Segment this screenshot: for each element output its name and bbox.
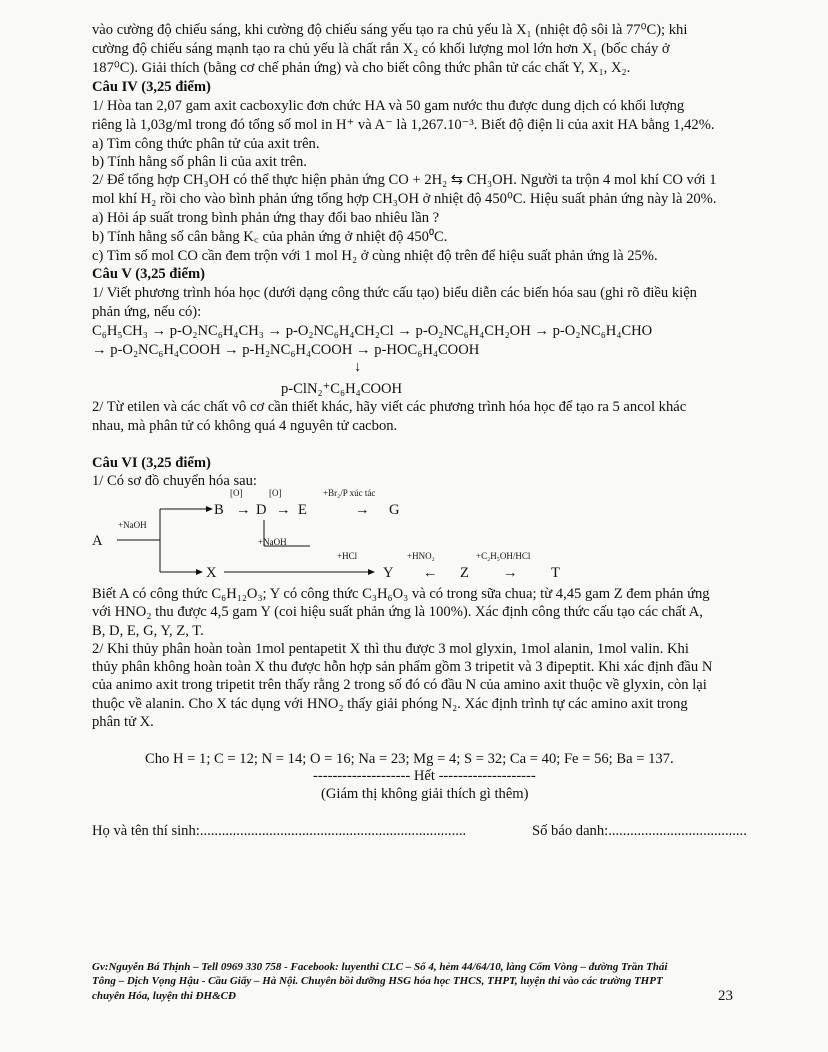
label-bromination: +Br₂/P xúc tác [323, 488, 376, 498]
label-oxidation-1: [O] [230, 488, 243, 498]
node-g: G [389, 502, 400, 518]
q4-line: a) Hỏi áp suất trong bình phản ứng thay đổi bao nhiêu lần ? [92, 210, 440, 226]
q5-line: 2/ Từ etilen và các chất vô cơ cần thiết khác, hãy viết các phương trình hóa học để tạo ra 5 ancol khác [92, 399, 687, 415]
arrow-z-t: → [503, 565, 518, 581]
q5-heading: Câu V (3,25 điểm) [92, 266, 205, 282]
node-z: Z [460, 565, 469, 581]
end-marker: -------------------- Hết -------------------- [313, 768, 536, 784]
down-arrow: ↓ [354, 359, 362, 375]
reaction-chain-2: → p-O₂NC₆H₄COOH → p-H₂NC₆H₄COOH → p-HOC₆H₄COOH [92, 342, 480, 358]
node-d: D [256, 502, 267, 518]
q6-line: 2/ Khi thủy phân hoàn toàn 1mol pentapetit X thì thu được 3 mol glyxin, 1mol alanin, 1mol valin. Khi [92, 641, 689, 657]
q6-line: thuộc về alanin. Cho X tác dụng với HNO₂ thấy giải phóng N₂. Xác định trình tự các amino axit trong [92, 696, 688, 712]
q5-line: nhau, mà phân tử có không quá 4 nguyên tử cacbon. [92, 418, 398, 434]
label-naoh-2: +NaOH [258, 537, 287, 547]
candidate-id-field: Số báo danh:...................................... [532, 823, 747, 839]
q5-line: phản ứng, nếu có): [92, 304, 202, 320]
q4-line: b) Tính hằng số cân bằng K꜀ của phản ứng ở nhiệt độ 450⁰C. [92, 229, 448, 245]
arrow-d-e: → [276, 502, 291, 518]
page-number: 23 [718, 988, 733, 1004]
q6-intro: 1/ Có sơ đồ chuyển hóa sau: [92, 473, 257, 489]
q4-line: mol khí H₂ rồi cho vào bình phản ứng tổng hợp CH₃OH ở nhiệt độ 450⁰C. Hiệu suất phản ứng này là 20%. [92, 191, 717, 207]
intro-line-1: vào cường độ chiếu sáng, khi cường độ chiếu sáng yếu tạo ra chủ yếu là X₁ (nhiệt độ sôi là 77⁰C); khi [92, 22, 688, 38]
reaction-chain-1: C₆H₅CH₃ → p-O₂NC₆H₄CH₃ → p-O₂NC₆H₄CH₂Cl → p-O₂NC₆H₄CH₂OH → p-O₂NC₆H₄CHO [92, 323, 653, 339]
label-hcl: +HCl [337, 551, 358, 561]
q4-heading: Câu IV (3,25 điểm) [92, 79, 211, 95]
q6-line: thủy phân không hoàn toàn X thu được hỗn hợp sản phẩm gồm 3 tripetit và 3 đipeptit. Khi xác định đầu N [92, 659, 713, 675]
q4-line: b) Tính hằng số phân li của axit trên. [92, 154, 307, 170]
node-a: A [92, 533, 103, 549]
proctor-note: (Giám thị không giải thích gì thêm) [321, 786, 529, 802]
node-x: X [206, 565, 217, 581]
arrow-e-g: → [355, 502, 370, 518]
q4-line: c) Tìm số mol CO cần đem trộn với 1 mol H₂ ở cùng nhiệt độ trên để hiệu suất phản ứng là 25%. [92, 248, 658, 264]
label-oxidation-2: [O] [269, 488, 282, 498]
q6-line: của animo axit trong tripetit trên thấy rằng 2 trong số đó có đầu N của amino axit thuộc về glyxin, còn lại [92, 677, 707, 693]
footer-line: Tông – Dịch Vọng Hậu - Cầu Giấy – Hà Nội. Chuyên bồi dưỡng HSG hóa học THCS, THPT, luyện thi vào các trường THPT [92, 975, 663, 987]
arrow-z-y: ← [423, 565, 438, 581]
label-naoh-1: +NaOH [118, 520, 147, 530]
q6-line: phân tử X. [92, 714, 154, 730]
footer-line: Gv:Nguyễn Bá Thịnh – Tell 0969 330 758 - Facebook: luyenthi CLC – Số 4, hẻm 44/64/10, làng Cốm Vòng – đường Trần Thái [92, 961, 668, 973]
intro-line-3: 187⁰C). Giải thích (bằng cơ chế phản ứng) và cho biết công thức phân tử các chất Y, X₁, X₂. [92, 60, 631, 76]
footer-line: chuyên Hóa, luyện thi ĐH&CĐ [92, 990, 236, 1002]
q6-line: Biết A có công thức C₆H₁₂O₃; Y có công thức C₃H₆O₃ và có trong sữa chua; từ 4,45 gam Z đem phản ứng [92, 586, 710, 602]
arrow-b-d: → [236, 502, 251, 518]
q4-line: riêng là 1,03g/ml trong đó tổng số mol in H⁺ và A⁻ là 1,267.10⁻³. Biết độ điện li của axit HA bằng 1,42%. [92, 117, 715, 133]
atomic-masses: Cho H = 1; C = 12; N = 14; O = 16; Na = 23; Mg = 4; S = 32; Ca = 40; Fe = 56; Ba = 137. [145, 751, 674, 767]
node-t: T [551, 565, 560, 581]
q4-line: 1/ Hòa tan 2,07 gam axit cacboxylic đơn chức HA và 50 gam nước thu được dung dịch có khối lượng [92, 98, 685, 114]
label-ethanol-hcl: +C₂H₅OH/HCl [476, 551, 531, 561]
q6-line: với HNO₂ thu được 4,5 gam Y (coi hiệu suất phản ứng là 100%). Xác định công thức cấu tạo các chất A, [92, 604, 703, 620]
node-y: Y [383, 565, 394, 581]
label-hno2: +HNO₂ [407, 551, 435, 561]
q6-line: B, D, E, G, Y, Z, T. [92, 623, 204, 639]
q4-line: 2/ Để tổng hợp CH₃OH có thể thực hiện phản ứng CO + 2H₂ ⇆ CH₃OH. Người ta trộn 4 mol khí CO với 1 [92, 172, 717, 188]
q5-line: 1/ Viết phương trình hóa học (dưới dạng công thức cấu tạo) biểu diễn các biến hóa sau (ghi rõ điều kiện [92, 285, 697, 301]
intro-line-2: cường độ chiếu sáng mạnh tạo ra chủ yếu là chất rắn X₂ có khối lượng mol lớn hơn X₁ (bốc cháy ở [92, 41, 670, 57]
candidate-name-field: Họ và tên thí sinh:......................................................................... [92, 823, 467, 839]
reaction-chain-3: p-ClN₂⁺C₆H₄COOH [281, 381, 403, 397]
node-b: B [214, 502, 224, 518]
q6-heading: Câu VI (3,25 điểm) [92, 455, 211, 471]
q4-line: a) Tìm công thức phân tử của axit trên. [92, 136, 320, 152]
node-e: E [298, 502, 307, 518]
